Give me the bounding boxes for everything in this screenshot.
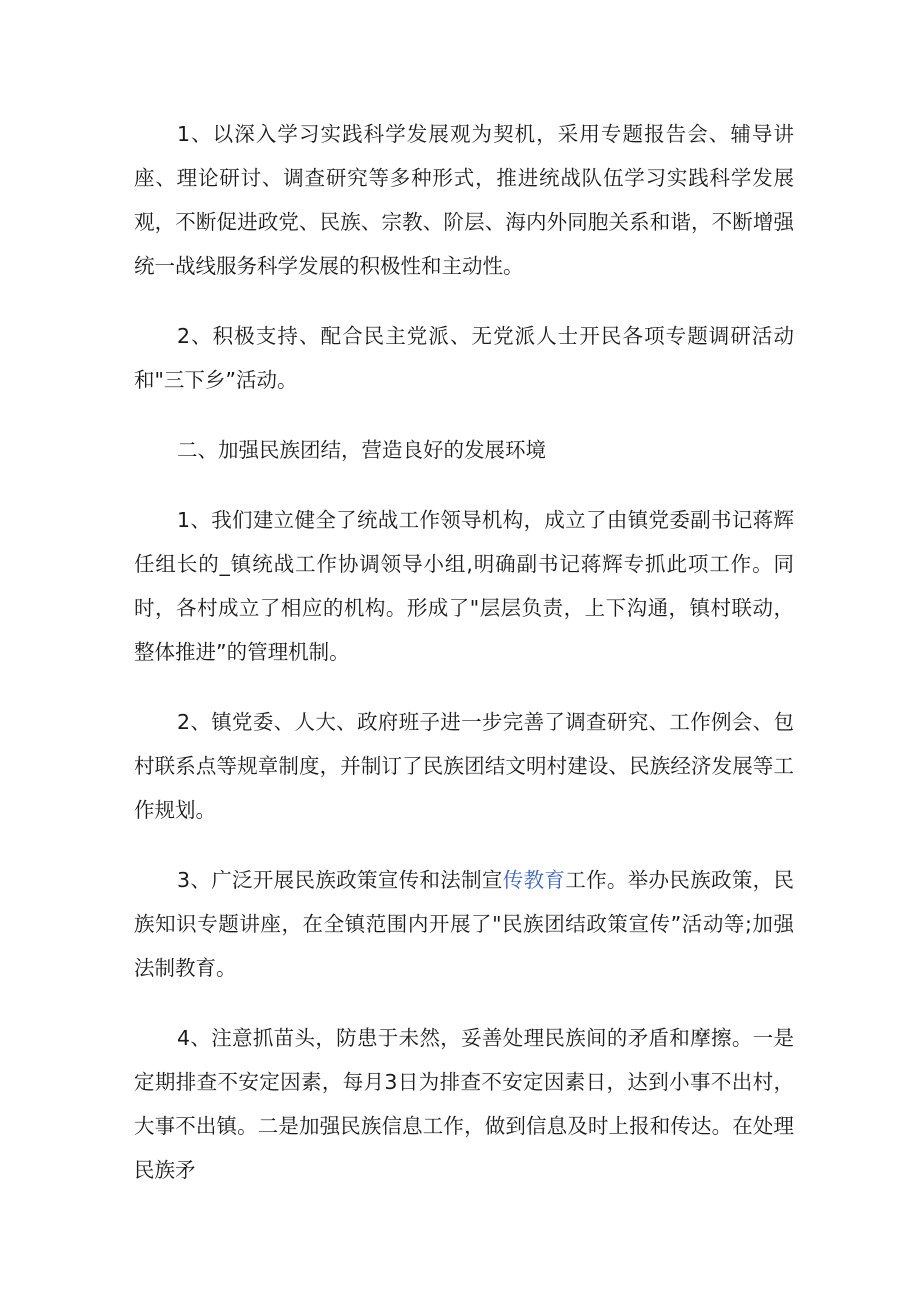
section-heading: 二、加强民族团结，营造良好的发展环境 — [177, 438, 546, 462]
paragraph-4: 2、镇党委、人大、政府班子进一步完善了调查研究、工作例会、包村联系点等规章制度，并制订了民族团结文明村建设、民族经济发展等工作规划。 — [134, 710, 794, 822]
paragraph-5-text-before: 3、广泛开展民族政策宣传和法制宣 — [177, 868, 503, 892]
paragraph-5 — [134, 858, 794, 990]
paragraph-2: 2、积极支持、配合民主党派、无党派人士开民各项专题调研活动和"三下乡”活动。 — [134, 324, 794, 392]
education-link[interactable]: 传教育 — [502, 868, 566, 892]
paragraph-5-text-after: 工作。举办民族政策，民族知识专题讲座，在全镇范围内开展了"民族团结政策宣传”活动等;加强法制教育。 — [134, 868, 795, 980]
paragraph-6: 4、注意抓苗头，防患于未然，妥善处理民族间的矛盾和摩擦。一是定期排查不安定因素，每月3日为排查不安定因素日，达到小事不出村，大事不出镇。二是加强民族信息工作，做到信息及时上报和传达。在处理民族矛 — [134, 1026, 794, 1182]
paragraph-3: 1、我们建立健全了统战工作领导机构，成立了由镇党委副书记蒋辉任组长的_镇统战工作协调领导小组,明确副书记蒋辉专抓此项工作。同时，各村成立了相应的机构。形成了"层层负责，上下沟通，镇村联动，整体推进”的管理机制。 — [134, 508, 794, 664]
paragraph-1: 1、以深入学习实践科学发展观为契机，采用专题报告会、辅导讲座、理论研讨、调查研究等多种形式，推进统战队伍学习实践科学发展观，不断促进政党、民族、宗教、阶层、海内外同胞关系和谐，不断增强统一战线服务科学发展的积极性和主动性。 — [134, 122, 794, 278]
document-body — [134, 112, 794, 1218]
